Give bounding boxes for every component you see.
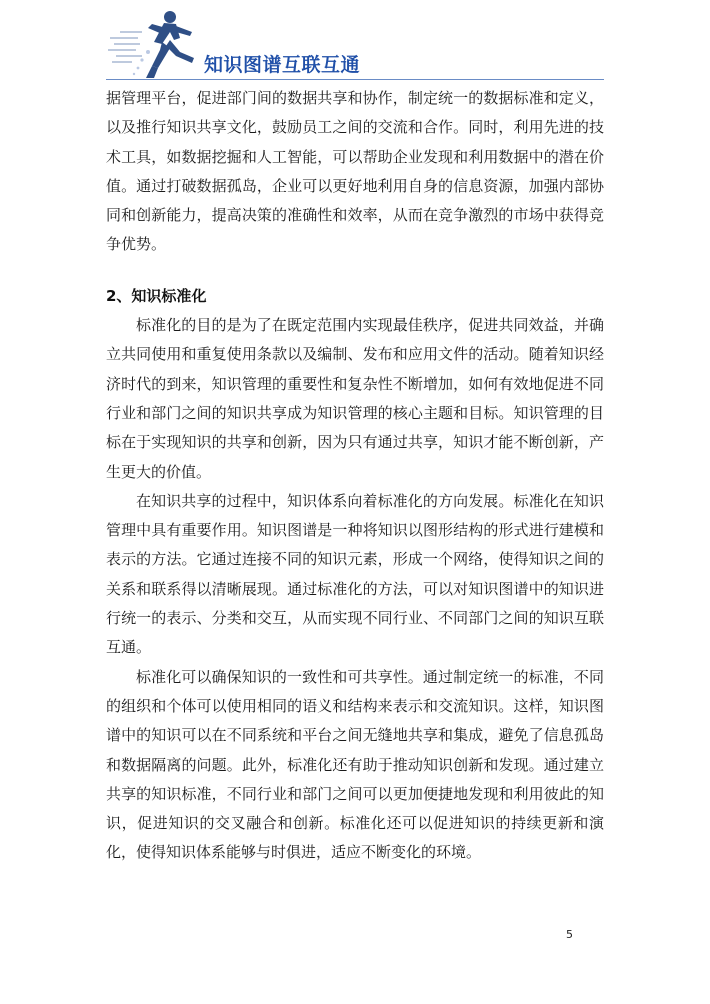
header-divider [106, 79, 604, 80]
body-paragraph-2: 在知识共享的过程中，知识体系向着标准化的方向发展。标准化在知识管理中具有重要作用。知识图谱是一种将知识以图形结构的形式进行建模和表示的方法。它通过连接不同的知识元素，形成一个网络，使得知识之间的关系和联系得以清晰展现。通过标准化的方法，可以对知识图谱中的知识进行统一的表示、分类和交互，从而实现不同行业、不同部门之间的知识互联互通。 [106, 491, 604, 657]
page-number: 5 [566, 928, 573, 941]
document-body [106, 84, 604, 868]
paragraph-gap [106, 260, 604, 282]
body-paragraph-1: 标准化的目的是为了在既定范围内实现最佳秩序，促进共同效益，并确立共同使用和重复使用条款以及编制、发布和应用文件的活动。随着知识经济时代的到来，知识管理的重要性和复杂性不断增加，如何有效地促进不同行业和部门之间的知识共享成为知识管理的核心主题和目标。知识管理的目标在于实现知识的共享和创新，因为只有通过共享，知识才能不断创新，产生更大的价值。 [106, 316, 604, 481]
page-header [0, 0, 710, 84]
header-title: 知识图谱互联互通 [204, 54, 361, 76]
body-paragraph-3: 标准化可以确保知识的一致性和可共享性。通过制定统一的标准，不同的组织和个体可以使用相同的语义和结构来表示和交流知识。这样，知识图谱中的知识可以在不同系统和平台之间无缝地共享和集成，避免了信息孤岛和数据隔离的问题。此外，标准化还有助于推动知识创新和发现。通过建立共享的知识标准，不同行业和部门之间可以更加便捷地发现和利用彼此的知识，促进知识的交叉融合和创新。标准化还可以促进知识的持续更新和演化，使得知识体系能够与时俱进，适应不断变化的环境。 [106, 667, 604, 862]
section-heading: 2、知识标准化 [106, 286, 207, 305]
runner-logo-icon [108, 8, 204, 82]
intro-paragraph: 据管理平台，促进部门间的数据共享和协作，制定统一的数据标准和定义，以及推行知识共享文化，鼓励员工之间的交流和合作。同时，利用先进的技术工具，如数据挖掘和人工智能，可以帮助企业发现和利用数据中的潜在价值。通过打破数据孤岛，企业可以更好地利用自身的信息资源，加强内部协同和创新能力，提高决策的准确性和效率，从而在竞争激烈的市场中获得竞争优势。 [106, 89, 604, 254]
